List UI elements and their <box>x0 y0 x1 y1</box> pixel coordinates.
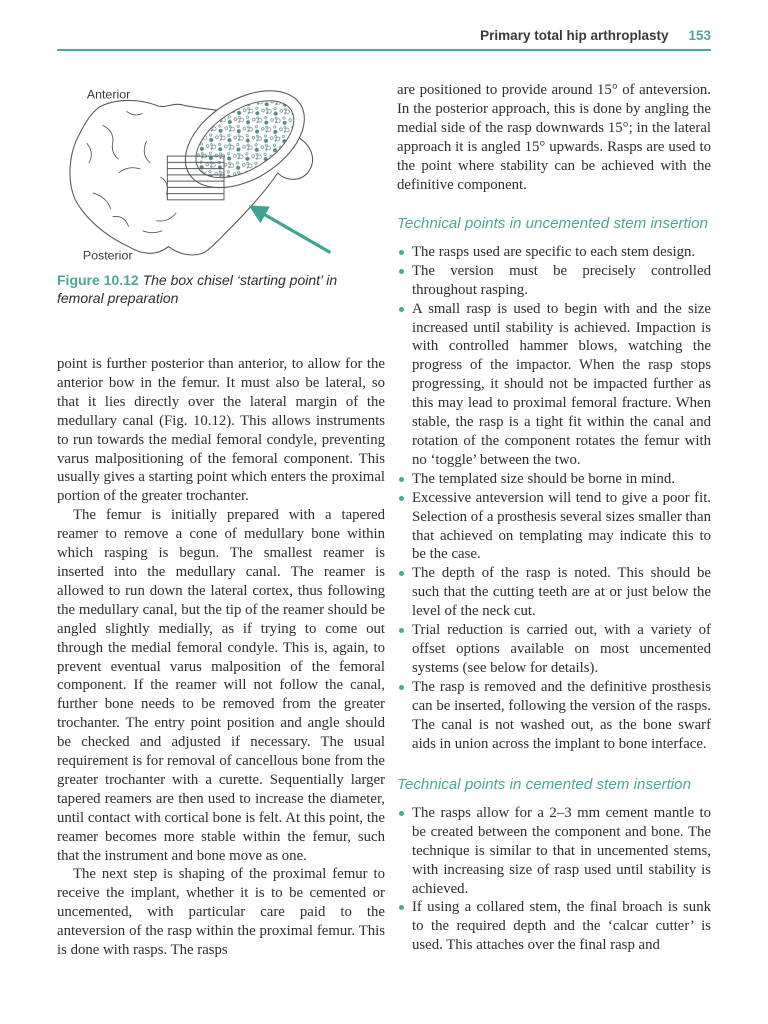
left-column-text <box>57 355 385 960</box>
cemented-bullet-list <box>397 804 711 955</box>
paragraph: point is further posterior than anterior, to allow for the anterior bow in the femur. It must also be lateral, so that it lies directly over the lateral margin of the medullary canal (Fig. 10.12). This allows instruments to run towards the medial femoral condyle, preventing varus malpositioning of the femoral component. This usually gives a starting point which enters the proximal portion of the greater trochanter. <box>57 356 385 505</box>
right-column <box>397 81 711 960</box>
posterior-label: Posterior <box>82 248 133 263</box>
bullet-item: If using a collared stem, the final broach is sunk to the required depth and the ‘calcar cutter’ is used. This attaches over the final rasp and <box>397 898 711 955</box>
bullet-item: The rasps allow for a 2–3 mm cement mantle to be created between the component and bone. The technique is similar to that in uncemented stems, with increasing size of rasp used until stability is achieved. <box>397 804 711 899</box>
femur-cross-section-illustration <box>57 81 385 268</box>
bullet-item: The depth of the rasp is noted. This should be such that the cutting teeth are at or just below the level of the neck cut. <box>397 564 711 621</box>
two-column-body <box>57 81 711 960</box>
paragraph: The femur is initially prepared with a tapered reamer to remove a cone of medullary bone within which rasping is begun. The smallest reamer is inserted into the medullary canal. The reamer is allowed to run down the lateral cortex, thus following the medullary canal, but the tip of the reamer should be angled slightly medially, as if trying to come out through the medial femoral condyle. This is, again, to prevent eventual varus malposition of the femoral component. If the reamer will not follow the canal, further bone needs to be removed from the greater trochanter. The entry point position and angle should be checked and adjusted if necessary. The usual requirement is for removal of cancellous bone from the greater trochanter with a curette. Sequentially larger tapered reamers are then used to increase the diameter, until contact with cortical bone is felt. At this point, the reamer becomes more stable within the femur, such that the instrument and bone move as one. <box>57 507 385 864</box>
figure-10-12 <box>57 81 385 307</box>
section-heading-cemented: Technical points in cemented stem insertion <box>397 776 692 794</box>
figure-caption-number: Figure 10.12 <box>57 272 139 288</box>
pointer-arrow <box>253 208 331 253</box>
paragraph: are positioned to provide around 15° of anteversion. In the posterior approach, this is done by angling the medial side of the rasp downwards 15°; in the lateral approach it is angled 15° upwards. Rasps are used to the point where stability can be achieved with the definitive component. <box>397 82 711 193</box>
left-column <box>57 81 385 960</box>
anterior-label: Anterior <box>86 87 131 102</box>
bullet-item: The templated size should be borne in mind. <box>397 470 711 489</box>
bullet-item: The version must be precisely controlled throughout rasping. <box>397 262 711 300</box>
figure-caption <box>57 272 385 307</box>
section-heading-uncemented: Technical points in uncemented stem insertion <box>397 215 708 233</box>
page-number: 153 <box>688 28 711 43</box>
cancellous-bone-ellipse <box>168 81 321 208</box>
bullet-item: The rasp is removed and the definitive prosthesis can be inserted, following the version of the rasps. The canal is not washed out, as the bone swarf aids in union across the implant to bone interface. <box>397 678 711 754</box>
running-header <box>57 28 711 51</box>
bullet-item: Trial reduction is carried out, with a variety of offset options available on most uncemented systems (see below for details). <box>397 621 711 678</box>
bullet-item: A small rasp is used to begin with and the size increased until stability is achieved. Impaction is with controlled hammer blows, watching the progress of the impactor. When the rasp stops progressing, it should not be impacted further as this may lead to proximal femoral fracture. When stable, the rasp is a tight fit within the canal and rotation of the component rotates the femur with no ‘toggle’ between the two. <box>397 300 711 470</box>
bullet-item: Excessive anteversion will tend to give a poor fit. Selection of a prosthesis several sizes smaller than that achieved on templating may indicate this to be the case. <box>397 489 711 565</box>
paragraph: The next step is shaping of the proximal femur to receive the implant, whether it is to be cemented or uncemented, with particular care paid to the anteversion of the rasp within the proximal femur. This is done with rasps. The rasps <box>57 866 385 959</box>
bullet-item: The rasps used are specific to each stem design. <box>397 243 711 262</box>
chapter-title: Primary total hip arthroplasty <box>480 28 669 43</box>
figure-caption-text: The box chisel ‘starting point’ in femoral preparation <box>57 272 338 306</box>
uncemented-bullet-list <box>397 243 711 753</box>
bone-texture-lines <box>87 111 194 232</box>
